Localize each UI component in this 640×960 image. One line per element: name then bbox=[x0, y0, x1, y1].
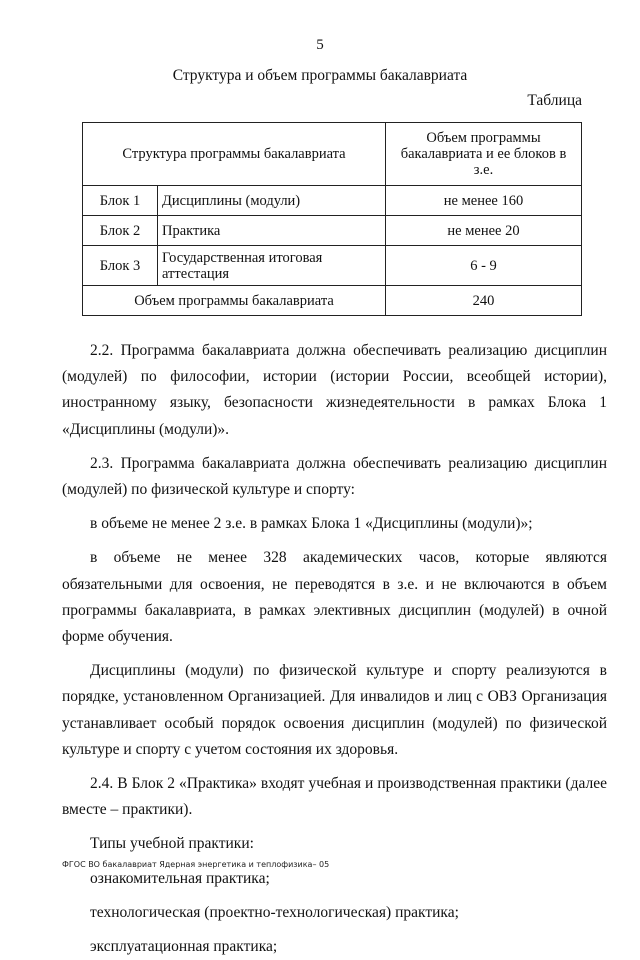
volume-cell: не менее 160 bbox=[386, 186, 582, 216]
program-structure-table bbox=[82, 122, 582, 316]
paragraph: технологическая (проектно-технологическая) практика; bbox=[90, 903, 459, 921]
header-structure-cell: Структура программы бакалавриата bbox=[83, 123, 386, 186]
block-cell: Блок 2 bbox=[83, 216, 158, 246]
paragraph: Дисциплины (модули) по физической культуре и спорту реализуются в порядке, установленном Организацией. Для инвалидов и лиц с ОВЗ Организация устанавливает особый порядок освоения дисциплин (модулей) по физической культуре и спорту с учетом состояния их здоровья. bbox=[62, 662, 607, 758]
block-cell: Блок 1 bbox=[83, 186, 158, 216]
total-label-cell: Объем программы бакалавриата bbox=[83, 286, 386, 316]
document-title: Структура и объем программы бакалавриата bbox=[172, 67, 468, 84]
block-name-cell: Дисциплины (модули) bbox=[158, 186, 386, 216]
paragraph: Типы учебной практики: bbox=[90, 835, 254, 853]
header-volume-cell: Объем программы бакалавриата и ее блоков в з.е. bbox=[386, 123, 582, 186]
paragraph: в объеме не менее 2 з.е. в рамках Блока 1 «Дисциплины (модули)»; bbox=[90, 515, 533, 533]
paragraph: ознакомительная практика; bbox=[90, 869, 270, 887]
paragraph: эксплуатационная практика; bbox=[90, 938, 278, 956]
table-row bbox=[83, 246, 582, 286]
total-value-cell: 240 bbox=[386, 286, 582, 316]
page-number: 5 bbox=[316, 37, 324, 53]
block-cell: Блок 3 bbox=[83, 246, 158, 286]
table-total-row bbox=[83, 286, 582, 316]
footer-note: ФГОС ВО бакалавриат Ядерная энергетика и теплофизика– 05 bbox=[62, 860, 330, 869]
volume-cell: не менее 20 bbox=[386, 216, 582, 246]
table-row bbox=[83, 186, 582, 216]
block-name-cell: Практика bbox=[158, 216, 386, 246]
paragraph: 2.4. В Блок 2 «Практика» входят учебная и производственная практики (далее вместе – практики). bbox=[62, 775, 607, 819]
paragraph: 2.3. Программа бакалавриата должна обеспечивать реализацию дисциплин (модулей) по физической культуре и спорту: bbox=[62, 454, 607, 499]
table-row bbox=[83, 216, 582, 246]
volume-cell: 6 - 9 bbox=[386, 246, 582, 286]
block-name-cell: Государственная итоговая аттестация bbox=[158, 246, 386, 286]
paragraph: в объеме не менее 328 академических часов, которые являются обязательными для освоения, не переводятся в з.е. и не включаются в объем программы бакалавриата, в рамках элективных дисциплин (модулей) в очной форме обучения. bbox=[62, 549, 607, 646]
table-header-row bbox=[83, 123, 582, 186]
paragraph: 2.2. Программа бакалавриата должна обеспечивать реализацию дисциплин (модулей) по философии, истории (истории России, всеобщей истории), иностранному языку, безопасности жизнедеятельности в рамках Блока 1 «Дисциплины (модули)». bbox=[62, 342, 607, 438]
table-caption: Таблица bbox=[527, 92, 582, 109]
